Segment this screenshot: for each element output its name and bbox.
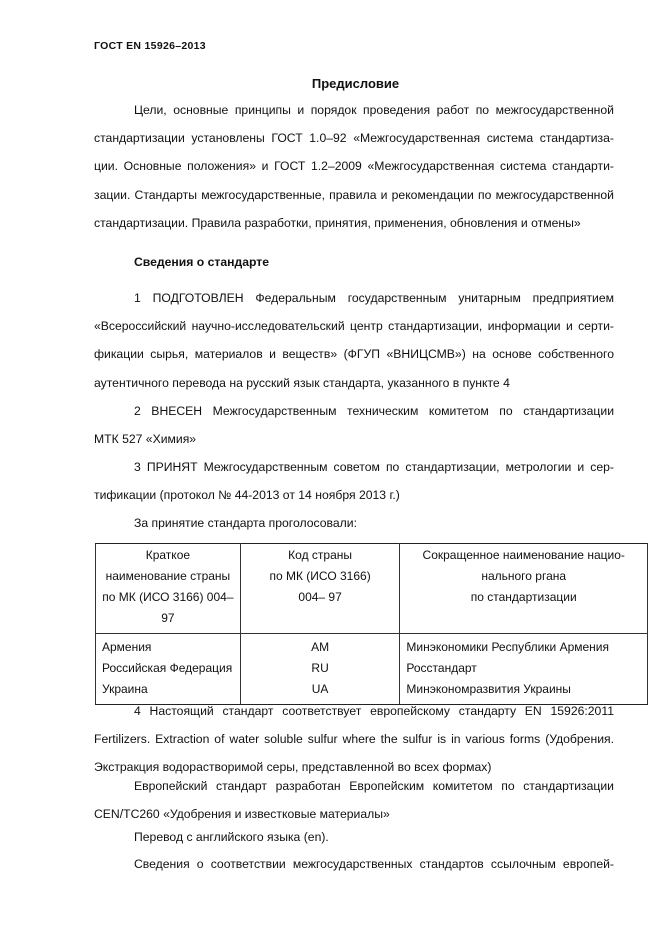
table-row [96,658,648,679]
intro-line: стандартизации установлены ГОСТ 1.0–92 «Межгосударственная система стандартиза- [94,131,614,146]
euro-line: Европейский стандарт разработан Европейским комитетом по стандартизации [134,779,614,793]
cell-code: UA [240,679,400,705]
translation-note: Перевод с английского языка (en). [134,830,329,844]
table-header-row [96,544,648,634]
cell-country: Украина [96,679,241,705]
page-title: Предисловие [311,76,400,91]
table-row [96,634,648,659]
item-1-paragraph [94,284,614,397]
cell-code: RU [240,658,400,679]
item-2-line: 2 ВНЕСЕН Межгосударственным техническим комитетом по стандартизации [134,404,614,418]
item-3-line: тификации (протокол № 44-2013 от 14 ноября 2013 г.) [94,488,400,503]
info-heading: Сведения о стандарте [134,255,270,269]
intro-line: Цели, основные принципы и порядок проведения работ по межгосударственной [134,103,614,117]
item-4-line: Fertilizers. Extraction of water soluble sulfur where the sulfur is in various forms (Удобрения. [94,732,614,747]
item-4-line: Экстракция водорастворимой серы, представленной во всех формах) [94,760,492,775]
item-1-line: аутентичного перевода на русский язык стандарта, указанного в пункте 4 [94,375,510,390]
euro-standard-paragraph [94,772,614,828]
vote-intro: За принятие стандарта проголосовали: [134,516,357,530]
item-2-paragraph [94,397,614,453]
item-1-line: «Всероссийский научно-исследовательский центр стандартизации, информации и серти- [94,319,614,334]
cell-country: Армения [96,634,241,659]
cell-code: AM [240,634,400,659]
intro-line: стандартизации. Правила разработки, принятия, применения, обновления и отмены» [94,215,581,230]
cell-body: Минэкономики Республики Армения [400,634,648,659]
item-2-line: МТК 527 «Химия» [94,432,197,447]
intro-paragraph [94,96,614,237]
header-country: Краткое наименование страны по МК (ИСО 3166) 004–97 [96,544,241,634]
compliance-paragraph [94,850,614,878]
voting-table [95,543,648,705]
item-4-paragraph [94,697,614,782]
document-header: ГОСТ EN 15926–2013 [94,40,206,52]
item-3-paragraph [94,453,614,509]
euro-line: CEN/TC260 «Удобрения и известковые материалы» [94,807,390,822]
item-3-line: 3 ПРИНЯТ Межгосударственным советом по стандартизации, метрологии и сер- [134,460,614,474]
header-body: Сокращенное наименование нацио- нального ргана по стандартизации [400,544,648,634]
item-1-line: 1 ПОДГОТОВЛЕН Федеральным государственным унитарным предприятием [134,291,614,305]
item-4-line: 4 Настоящий стандарт соответствует европейскому стандарту EN 15926:2011 [134,704,614,718]
intro-line: ции. Основные положения» и ГОСТ 1.2–2009 «Межгосударственная система стандарти- [94,159,614,174]
cell-body: Минэкономразвития Украины [400,679,648,705]
cell-body: Росстандарт [400,658,648,679]
item-1-line: фикации сырья, материалов и веществ» (ФГУП «ВНИЦСМВ») на основе собственного [94,347,614,362]
cell-country: Российская Федерация [96,658,241,679]
compliance-line: Сведения о соответствии межгосударственных стандартов ссылочным европей- [134,857,614,871]
intro-line: зации. Стандарты межгосударственные, правила и рекомендации по межгосударственной [94,187,614,202]
header-code: Код страны по МК (ИСО 3166) 004– 97 [240,544,400,634]
